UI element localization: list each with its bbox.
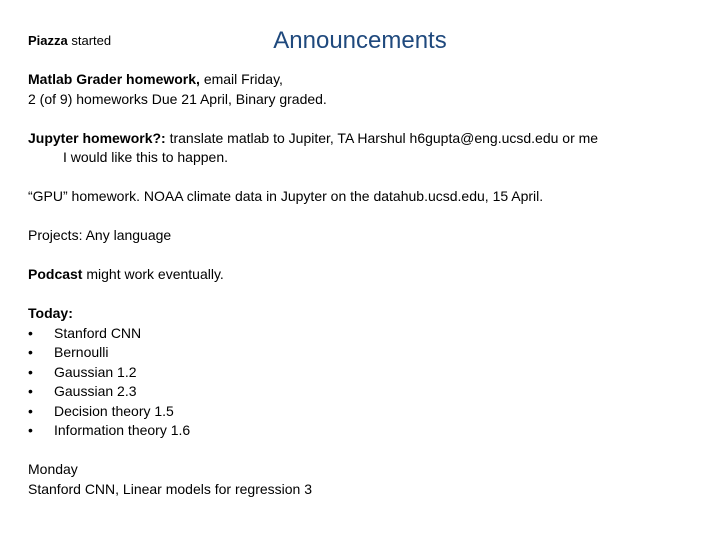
podcast-text: might work eventually. [82, 266, 224, 282]
list-item-text: Stanford CNN [54, 324, 142, 341]
list-item-text: Gaussian 2.3 [54, 383, 137, 399]
list-item-text: Bernoulli [54, 344, 109, 360]
list-item [28, 382, 698, 402]
bullet-icon: • [28, 402, 33, 419]
list-item-text: Information theory 1.6 [54, 422, 191, 438]
projects-line: Projects: Any language [28, 227, 172, 243]
today-label: Today: [28, 305, 73, 321]
spacer [28, 207, 698, 227]
piazza-text: started [67, 33, 112, 48]
monday-line: Stanford CNN, Linear models for regression 3 [28, 480, 313, 497]
monday-heading: Monday [28, 461, 78, 477]
piazza-line [28, 31, 698, 51]
list-item-text: Gaussian 1.2 [54, 363, 137, 380]
list-item [28, 402, 698, 422]
jupyter-label: Jupyter homework?: [28, 129, 166, 146]
bullet-icon: • [28, 324, 33, 341]
spacer [28, 285, 698, 305]
spacer [28, 109, 698, 129]
piazza-label: Piazza [28, 33, 68, 48]
bullet-icon: • [28, 363, 33, 380]
bullet-icon: • [28, 422, 33, 438]
list-item-text: Decision theory 1.5 [54, 402, 174, 419]
list-item [28, 363, 698, 383]
today-heading [28, 304, 698, 324]
spacer [28, 168, 698, 188]
jupyter-text: translate matlab to Jupiter, TA Harshul h6gupta@eng.ucsd.edu or me [165, 129, 599, 146]
spacer [28, 246, 698, 266]
podcast-line [28, 265, 698, 285]
jupyter-line-2: I would like this to happen. [63, 149, 228, 165]
matlab-line [28, 70, 698, 90]
list-item [28, 421, 698, 441]
slide-title: Announcements [273, 27, 447, 54]
list-item [28, 343, 698, 363]
spacer [28, 51, 698, 71]
matlab-line-2: 2 (of 9) homeworks Due 21 April, Binary graded. [28, 90, 327, 107]
matlab-label: Matlab Grader homework, [28, 71, 200, 87]
gpu-line: “GPU” homework. NOAA climate data in Jupyter on the datahub.ucsd.edu, 15 April. [28, 188, 544, 204]
bullet-icon: • [28, 344, 33, 360]
matlab-text: email Friday, [199, 71, 283, 87]
slide-content [28, 31, 698, 499]
podcast-label: Podcast [28, 266, 83, 282]
list-item [28, 324, 698, 344]
jupyter-line [28, 129, 698, 149]
bullet-icon: • [28, 383, 33, 399]
spacer [28, 441, 698, 461]
